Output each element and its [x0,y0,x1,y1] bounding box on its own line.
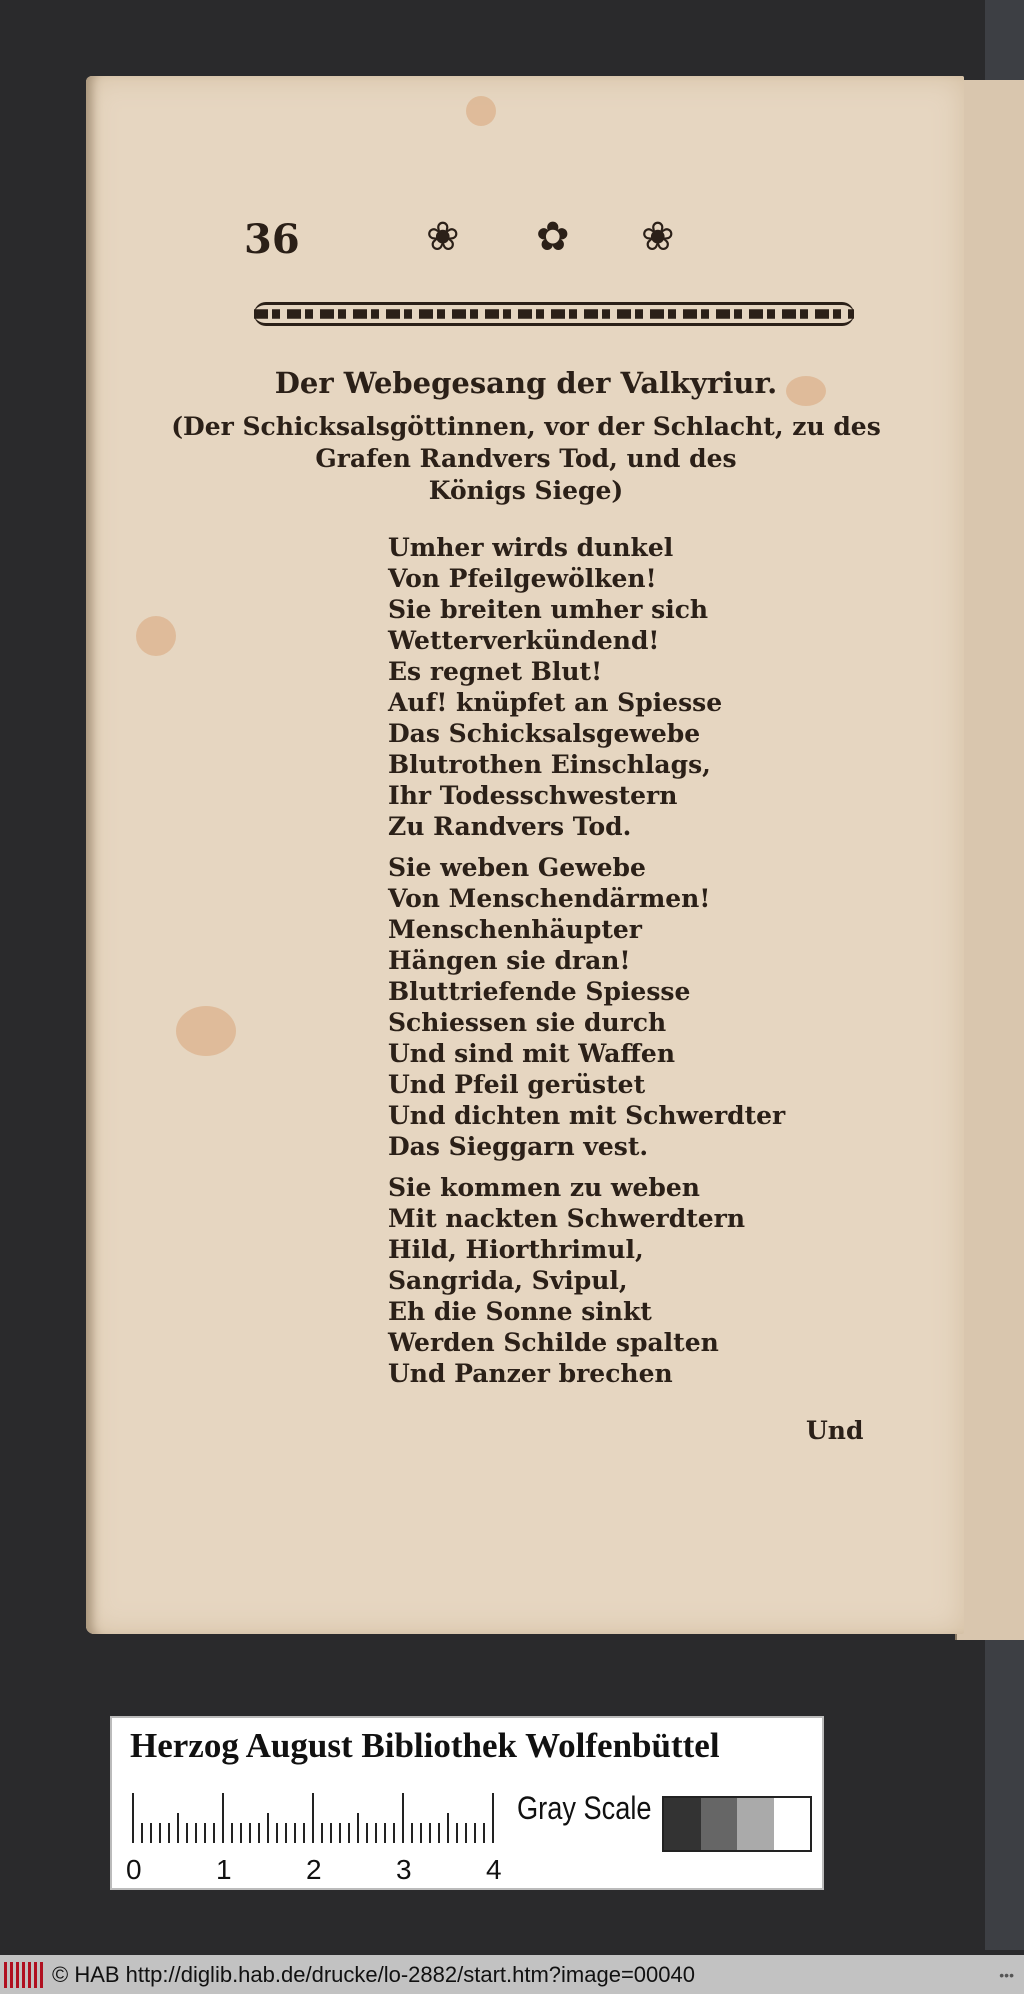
poem-line: Wetterverkündend! [388,626,660,655]
ornament-icon: ❀ [426,214,460,260]
gray-scale-label: Gray Scale [517,1790,652,1826]
ruler-tick [186,1823,188,1843]
footer-bar [0,1955,1024,1994]
poem-line: Das Sieggarn vest. [388,1132,649,1161]
poem-line: Blutrothen Einschlags, [388,750,711,779]
poem-line: Und Panzer brechen [388,1359,673,1388]
stanza [388,1172,785,1389]
ruler-tick [168,1823,170,1843]
ruler-tick [321,1823,323,1843]
ruler-tick [213,1823,215,1843]
color-target [110,1716,824,1890]
poem-line: Eh die Sonne sinkt [388,1297,652,1326]
scale-number: 4 [486,1854,502,1885]
ruler [132,1793,492,1843]
ruler-tick [492,1793,494,1843]
ruler-tick [294,1823,296,1843]
poem-line: Und dichten mit Schwerdter [388,1101,786,1130]
ruler-tick [456,1823,458,1843]
scale-number: 0 [126,1854,142,1885]
poem-line: Auf! knüpfet an Spiesse [388,688,723,717]
ruler-tick [150,1823,152,1843]
book-page [86,76,964,1634]
poem-line: Sie weben Gewebe [388,853,646,882]
poem-title: Der Webegesang der Valkyriur. [274,366,778,400]
ornament-icon: ✿ [536,214,570,260]
ruler-tick [330,1823,332,1843]
scale-number: 1 [216,1854,232,1885]
ruler-tick [177,1813,179,1843]
hab-logo-icon [4,1962,44,1988]
poem-line: Ihr Todesschwestern [388,781,678,810]
ruler-tick [384,1823,386,1843]
ruler-tick [465,1823,467,1843]
ruler-tick [249,1823,251,1843]
poem-line: Das Schicksalsgewebe [388,719,701,748]
ruler-tick [420,1823,422,1843]
poem-line: Bluttriefende Spiesse [388,977,691,1006]
ruler-tick [429,1823,431,1843]
ruler-tick [339,1823,341,1843]
subtitle-line: Grafen Randvers Tod, und des [315,444,737,473]
poem-line: Menschenhäupter [388,915,642,944]
catchword: Und [806,1416,864,1445]
poem-line: Umher wirds dunkel [388,533,674,562]
decorative-border-frame [254,302,854,326]
gray-scale-swatches [662,1796,812,1852]
ruler-tick [447,1813,449,1843]
ruler-tick [204,1823,206,1843]
ruler-tick [159,1823,161,1843]
ruler-tick [348,1823,350,1843]
ruler-tick [222,1793,224,1843]
poem-line: Es regnet Blut! [388,657,603,686]
ruler-tick [366,1823,368,1843]
ruler-tick [312,1793,314,1843]
institution-name: Herzog August Bibliothek Wolfenbüttel [130,1726,720,1765]
ruler-tick [231,1823,233,1843]
ruler-tick [258,1823,260,1843]
subtitle-line: Königs Siege) [428,476,624,505]
ornament-icon: ❀ [641,214,675,260]
ruler-tick [474,1823,476,1843]
facing-page-edge [955,80,1024,1640]
stanza [388,852,785,1162]
poem-line: Von Menschendärmen! [388,884,711,913]
stanza [388,532,785,842]
poem-line: Sie kommen zu weben [388,1173,700,1202]
ruler-tick [411,1823,413,1843]
poem-line: Schiessen sie durch [388,1008,667,1037]
ruler-tick [393,1823,395,1843]
poem-line: Und Pfeil gerüstet [388,1070,646,1099]
poem-line: Von Pfeilgewölken! [388,564,657,593]
ruler-tick [132,1793,134,1843]
ruler-tick [285,1823,287,1843]
ruler-tick [357,1813,359,1843]
poem-line: Und sind mit Waffen [388,1039,675,1068]
poem-line: Sie breiten umher sich [388,595,709,624]
ruler-tick [402,1793,404,1843]
poem-line: Werden Schilde spalten [388,1328,719,1357]
ruler-tick [276,1823,278,1843]
ruler-tick [141,1823,143,1843]
ruler-tick [438,1823,440,1843]
scale-number: 2 [306,1854,322,1885]
scale-number: 3 [396,1854,412,1885]
ruler-tick [375,1823,377,1843]
poem-line: Hild, Hiorthrimul, [388,1235,644,1264]
ruler-tick [303,1823,305,1843]
poem-line: Zu Randvers Tod. [388,812,632,841]
page-number: 36 [244,216,300,263]
poem-line: Hängen sie dran! [388,946,631,975]
poem-line: Sangrida, Svipul, [388,1266,628,1295]
ruler-tick [483,1823,485,1843]
poem-body [388,532,785,1399]
ruler-tick [195,1823,197,1843]
poem-line: Mit nackten Schwerdtern [388,1204,746,1233]
subtitle-line: (Der Schicksalsgöttinnen, vor der Schlacht, zu des [171,412,881,441]
ruler-tick [240,1823,242,1843]
ruler-tick [267,1813,269,1843]
footer-link[interactable]: © HAB http://diglib.hab.de/drucke/lo-2882/start.htm?image=00040 [52,1961,695,1987]
more-icon[interactable]: ••• [999,1966,1014,1983]
